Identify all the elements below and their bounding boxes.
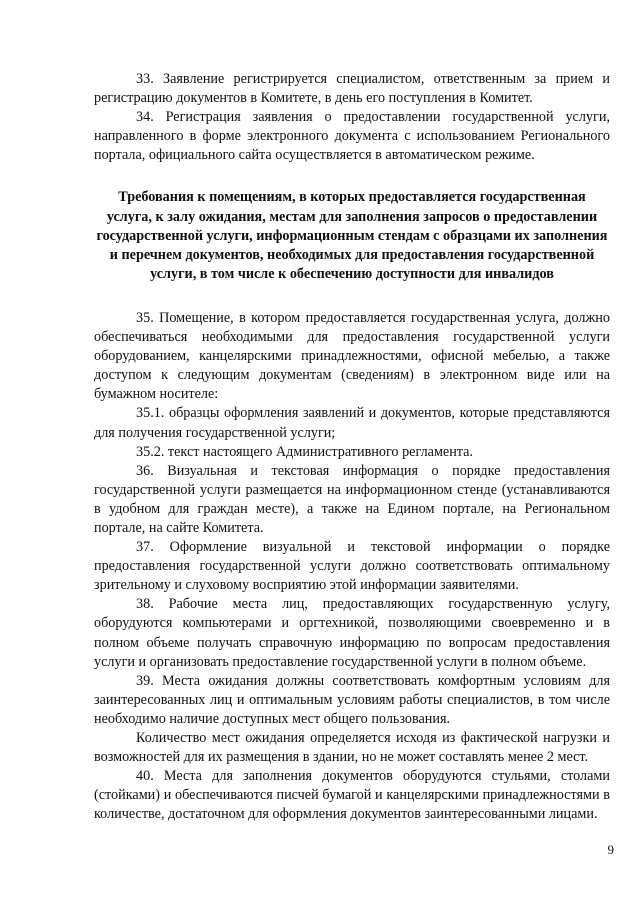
paragraph-37: 37. Оформление визуальной и текстовой информации о порядке предоставления государственной услуги должно соответствовать оптимальному зрительному и слуховому восприятию этой информации заявителями. [94,539,610,594]
paragraph-39: 39. Места ожидания должны соответствовать комфортным условиям для заинтересованных лиц и оптимальным условиям работы специалистов, в том числе необходимо наличие доступных мест общего пользования. [94,672,610,727]
page-number: 9 [607,842,614,857]
paragraph-35-1: 35.1. образцы оформления заявлений и документов, которые представляются для получения государственной услуги; [94,405,610,441]
section-heading: Требования к помещениям, в которых предоставляется государственная услуга, к залу ожидания, местам для заполнения запросов о предоставлении государственной услуги, информационным стендам с образцами их заполнения и перечнем документов, необходимых для предоставления государственной услуги, в том числе к обеспечению доступности для инвалидов [96,189,608,282]
paragraph-36: 36. Визуальная и текстовая информация о порядке предоставления государственной услуги размещается на информационном стенде (устанавливаются в удобном для граждан месте), а также на Едином портале, на Региональном портале, на сайте Комитета. [94,462,610,536]
paragraph-34: 34. Регистрация заявления о предоставлении государственной услуги, направленного в форме электронного документа с использованием Регионального портала, официального сайта осуществляется в автоматическом режиме. [94,109,610,164]
paragraph-35-2: 35.2. текст настоящего Административного регламента. [136,443,474,460]
paragraph-40: 40. Места для заполнения документов оборудуются стульями, столами (стойками) и обеспечиваются писчей бумагой и канцелярскими принадлежностями в количестве, достаточном для оформления документов заинтересованными лицами. [94,768,610,823]
paragraph-35: 35. Помещение, в котором предоставляется государственная услуга, должно обеспечиваться необходимыми для предоставления государственной услуги оборудованием, канцелярскими принадлежностями, офисной мебелью, а также доступом к следующим документам (сведениям) в электронном виде или на бумажном носителе: [94,309,610,403]
document-body [94,70,610,824]
paragraph-33: 33. Заявление регистрируется специалистом, ответственным за прием и регистрацию документов в Комитете, в день его поступления в Комитет. [94,71,610,107]
paragraph-38: 38. Рабочие места лиц, предоставляющих государственную услугу, оборудуются компьютерами и оргтехникой, позволяющими своевременно и в полном объеме получать справочную информацию по вопросам предоставления услуги и организовать предоставление государственной услуги в полном объеме. [94,596,610,670]
paragraph-waiting-seats: Количество мест ожидания определяется исходя из фактической нагрузки и возможностей для их размещения в здании, но не может составлять менее 2 мест. [94,730,610,766]
